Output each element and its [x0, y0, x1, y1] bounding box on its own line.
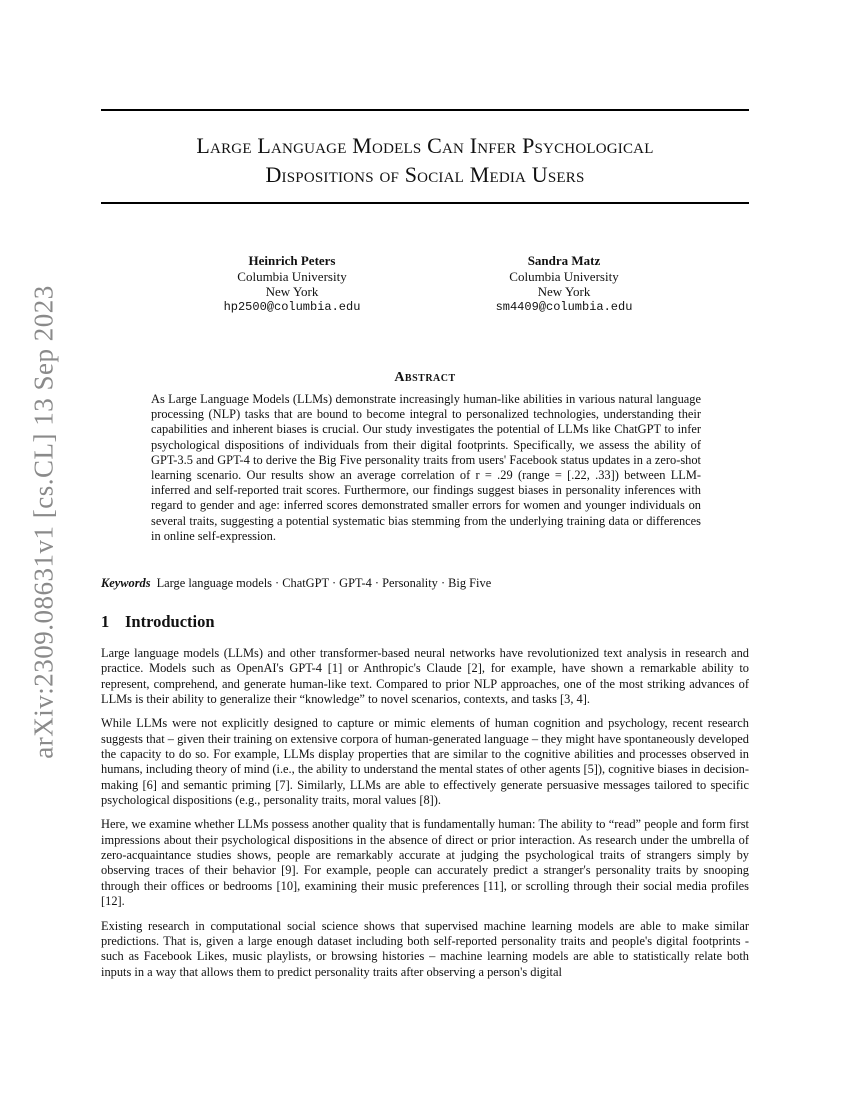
author-affiliation: Columbia University [237, 268, 347, 284]
paper-title [101, 131, 749, 189]
abstract-heading: Abstract [394, 370, 456, 385]
author-affiliation: Columbia University [509, 268, 619, 284]
body-paragraph: Existing research in computational social science shows that supervised machine learning models are able to make similar predictions. That is, given a large enough dataset including both self-reported personality traits and people's digital footprints - such as Facebook Likes, music playlists, or browsing histories – machine learning models are able to statistically relate both inputs in a way that allows them to predict personality traits after observing a person's digital [101, 918, 749, 979]
author-email[interactable]: sm4409@columbia.edu [495, 299, 633, 314]
section-heading-introduction [101, 612, 749, 632]
title-rule-bottom [101, 202, 749, 204]
title-rule-top [101, 109, 749, 111]
author-name: Sandra Matz [527, 253, 601, 268]
author-block [162, 253, 422, 315]
author-block [434, 253, 694, 315]
keywords-list: Large language models · ChatGPT · GPT-4 · Personality · Big Five [156, 576, 492, 590]
title-line-2: Dispositions of Social Media Users [265, 162, 585, 187]
keywords-line [101, 576, 749, 591]
body-paragraph: While LLMs were not explicitly designed to capture or mimic elements of human cognition and psychology, recent research suggests that – given their training on extensive corpora of human-generated language – they might have spontaneously developed the capacity to do so. For example, LLMs display properties that are similar to the cognitive abilities and processes observed in humans, including theory of mind (i.e., the ability to understand the mental states of other agents [5]), cognitive biases in decision-making [6] and semantic priming [7]. Similarly, LLMs are able to effectively generate persuasive messages tailored to specific psychological dispositions (e.g., personality traits, moral values [8]). [101, 716, 749, 808]
section-title: Introduction [125, 612, 215, 631]
body-paragraph: Large language models (LLMs) and other transformer-based neural networks have revolutionized text analysis in research and practice. Models such as OpenAI's GPT-4 [1] or Anthropic's Claude [2], for example, have shown a remarkable ability to represent, comprehend, and generate human-like text. Compared to prior NLP approaches, one of the most striking advances of LLMs is their ability to generalize their “knowledge” to novel scenarios, contexts, and tasks [3, 4]. [101, 646, 749, 707]
author-location: New York [537, 284, 591, 299]
abstract-text: As Large Language Models (LLMs) demonstrate increasingly human-like abilities in various natural language processing (NLP) tasks that are bound to become integral to personalized technologies, understanding their capabilities and inherent biases is crucial. Our study investigates the potential of LLMs like ChatGPT to infer psychological dispositions of individuals from their digital footprints. Specifically, we assess the ability of GPT-3.5 and GPT-4 to derive the Big Five personality traits from users' Facebook status updates in a zero-shot learning scenario. Our results show an average correlation of r = .29 (range = [.22, .33]) between LLM-inferred and self-reported trait scores. Furthermore, our findings suggest biases in personality inferences with regard to gender and age: inferred scores demonstrated smaller errors for women and younger individuals on several traits, suggesting a potential systematic bias stemming from the underlying training data or differences in online self-expression. [151, 392, 701, 543]
introduction-body [101, 646, 749, 989]
author-name: Heinrich Peters [248, 253, 336, 268]
author-location: New York [265, 284, 319, 299]
keywords-label: Keywords [101, 576, 151, 590]
body-paragraph: Here, we examine whether LLMs possess another quality that is fundamentally human: The ability to “read” people and form first impressions about their psychological dispositions in the absence of direct or prior interaction. As research under the umbrella of zero-acquaintance studies shows, people are remarkably accurate at judging the psychological traits of strangers simply by observing traces of their behavior [9]. For example, people can accurately predict a stranger's personality traits by snooping through their offices or bedrooms [10], examining their music preferences [11], or scrolling through their social media profiles [12]. [101, 817, 749, 909]
title-line-1: Large Language Models Can Infer Psychological [196, 133, 654, 158]
author-email[interactable]: hp2500@columbia.edu [223, 299, 361, 314]
arxiv-identifier[interactable]: arXiv:2309.08631v1 [cs.CL] 13 Sep 2023 [28, 285, 59, 759]
section-number: 1 [101, 612, 110, 631]
